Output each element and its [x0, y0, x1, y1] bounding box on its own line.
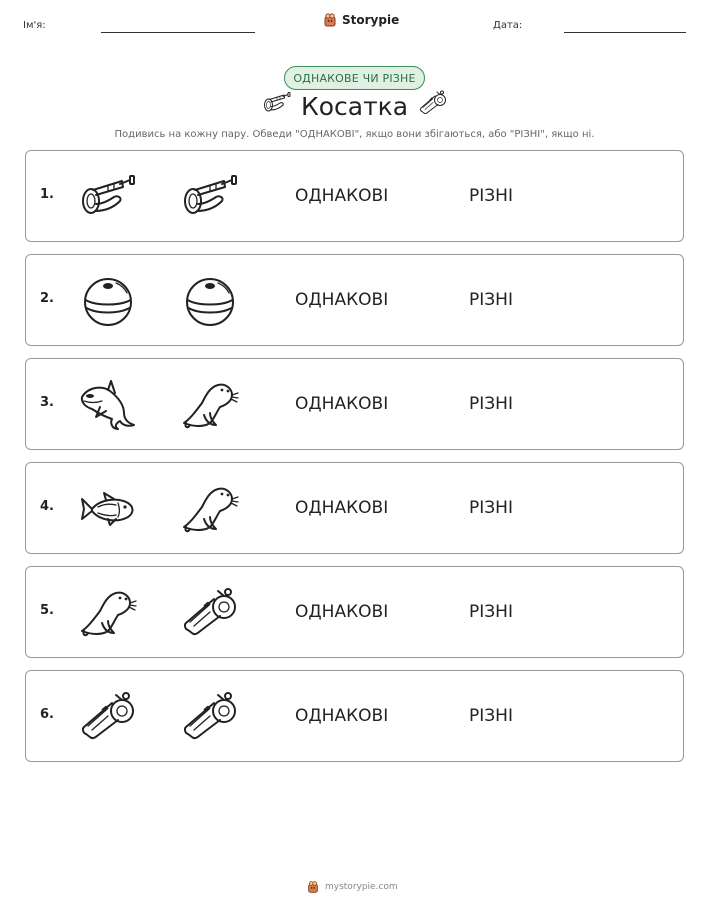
trumpet-icon [180, 171, 240, 223]
option-different[interactable]: РІЗНІ [469, 290, 513, 310]
orca-icon [78, 379, 138, 431]
option-same[interactable]: ОДНАКОВІ [295, 394, 389, 414]
instructions: Подивись на кожну пару. Обведи "ОДНАКОВІ", якщо вони збігаються, або "РІЗНІ", якщо ні. [114, 129, 595, 140]
logo-text: Storypie [342, 13, 400, 27]
date-line[interactable] [564, 32, 686, 33]
footer-link[interactable]: mystorypie.com [325, 882, 398, 892]
pair-row-6 [25, 670, 684, 762]
whistle-icon [418, 90, 448, 116]
option-different[interactable]: РІЗНІ [469, 706, 513, 726]
pair-row-2 [25, 254, 684, 346]
row-number: 5. [40, 603, 54, 618]
float-ball-icon [78, 275, 138, 327]
page-title: Косатка [300, 92, 409, 121]
name-line[interactable] [101, 32, 255, 33]
whistle-icon [180, 691, 240, 743]
option-same[interactable]: ОДНАКОВІ [295, 706, 389, 726]
row-number: 2. [40, 291, 54, 306]
row-number: 3. [40, 395, 54, 410]
option-same[interactable]: ОДНАКОВІ [295, 602, 389, 622]
option-same[interactable]: ОДНАКОВІ [295, 290, 389, 310]
activity-badge: ОДНАКОВЕ ЧИ РІЗНЕ [284, 66, 425, 90]
storypie-mascot-icon [322, 12, 338, 28]
seal-icon [78, 587, 138, 639]
option-different[interactable]: РІЗНІ [469, 394, 513, 414]
pair-row-5 [25, 566, 684, 658]
option-same[interactable]: ОДНАКОВІ [295, 498, 389, 518]
pair-row-1 [25, 150, 684, 242]
whistle-icon [180, 587, 240, 639]
storypie-mascot-icon [306, 880, 320, 894]
option-different[interactable]: РІЗНІ [469, 498, 513, 518]
pair-row-3 [25, 358, 684, 450]
seal-icon [180, 379, 240, 431]
option-different[interactable]: РІЗНІ [469, 602, 513, 622]
date-label: Дата: [493, 20, 523, 31]
name-label: Ім'я: [23, 20, 46, 31]
fish-icon [78, 483, 138, 535]
pair-row-4 [25, 462, 684, 554]
whistle-icon [78, 691, 138, 743]
footer [306, 880, 398, 894]
row-number: 1. [40, 187, 54, 202]
seal-icon [180, 483, 240, 535]
float-ball-icon [180, 275, 240, 327]
storypie-logo [322, 12, 399, 28]
option-different[interactable]: РІЗНІ [469, 186, 513, 206]
row-number: 6. [40, 707, 54, 722]
trumpet-icon [78, 171, 138, 223]
row-number: 4. [40, 499, 54, 514]
option-same[interactable]: ОДНАКОВІ [295, 186, 389, 206]
